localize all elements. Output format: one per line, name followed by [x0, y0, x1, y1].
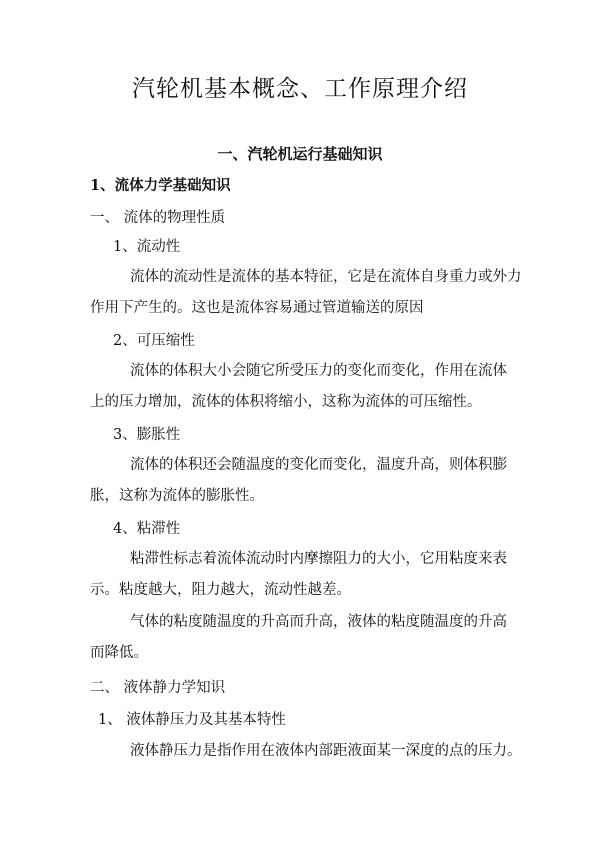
item-label-static-pressure: 1、 液体静压力及其基本特性 [98, 712, 286, 728]
item-label-expansion: 3、膨胀性 [113, 427, 181, 443]
chapter-heading: 一、汽轮机运行基础知识 [217, 145, 383, 163]
document-title: 汽轮机基本概念、工作原理介绍 [132, 76, 468, 102]
paragraph-line: 流体的流动性是流体的基本特征，它是在流体自身重力或外力 [130, 269, 522, 285]
paragraph-line: 流体的体积大小会随它所受压力的变化而变化，作用在流体 [130, 363, 507, 379]
paragraph-line: 作用下产生的。这也是流体容易通过管道输送的原因 [90, 300, 424, 316]
paragraph-line: 而降低。 [90, 645, 148, 661]
part1-heading: 一、 流体的物理性质 [90, 210, 226, 226]
paragraph-line: 胀，这称为流体的膨胀性。 [90, 488, 264, 504]
paragraph-line: 气体的粘度随温度的升高而升高，液体的粘度随温度的升高 [130, 614, 507, 630]
item-label-viscosity: 4、粘滞性 [113, 521, 181, 537]
paragraph-line: 液体静压力是指作用在液体内部距液面某一深度的点的压力。 [130, 743, 522, 759]
item-label-compressibility: 2、可压缩性 [113, 333, 195, 349]
item-label-fluidity: 1、流动性 [113, 239, 181, 255]
paragraph-line: 粘滞性标志着流体流动时内摩擦阻力的大小，它用粘度来表 [130, 551, 507, 567]
paragraph-line: 示。粘度越大，阻力越大，流动性越差。 [90, 582, 351, 598]
paragraph-line: 上的压力增加，流体的体积将缩小，这称为流体的可压缩性。 [90, 394, 482, 410]
section-heading: 1、流体力学基础知识 [90, 177, 231, 194]
paragraph-line: 流体的体积还会随温度的变化而变化，温度升高，则体积膨 [130, 457, 507, 473]
part2-heading: 二、 液体静力学知识 [90, 680, 226, 696]
